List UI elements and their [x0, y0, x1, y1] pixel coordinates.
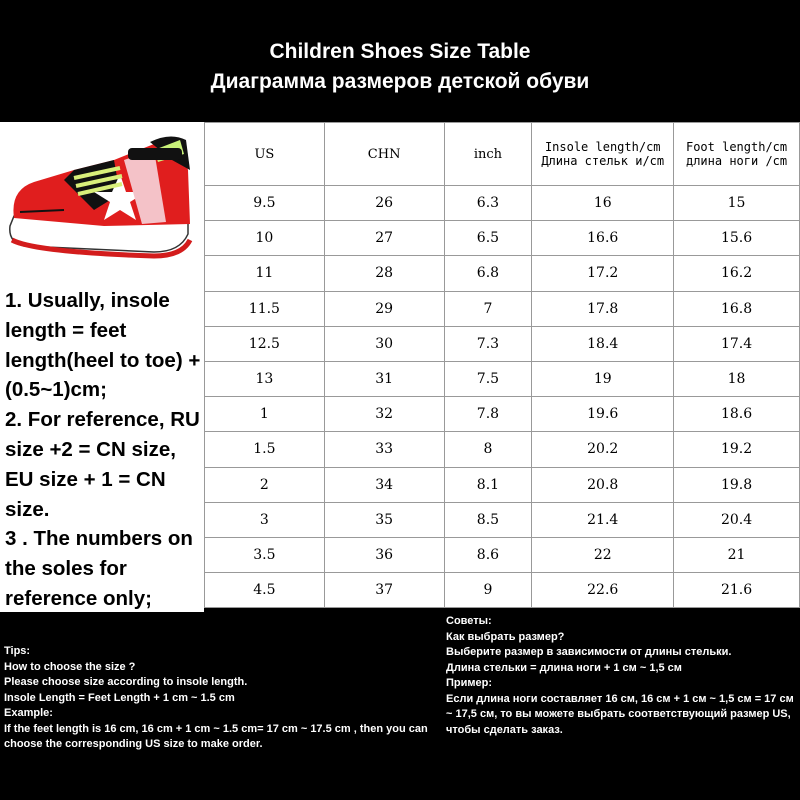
table-cell: 11	[205, 256, 325, 291]
table-cell: 6.8	[444, 256, 532, 291]
table-cell: 19	[532, 361, 674, 396]
table-cell: 7.8	[444, 397, 532, 432]
table-cell: 16.8	[674, 291, 800, 326]
table-body	[205, 186, 800, 608]
table-row	[205, 432, 800, 467]
table-cell: 3.5	[205, 537, 325, 572]
table-cell: 16.6	[532, 221, 674, 256]
table-row	[205, 186, 800, 221]
header-insole-length	[532, 123, 674, 186]
tips-en-line: Insole Length = Feet Length + 1 cm ~ 1.5 cm	[4, 691, 235, 704]
table-cell: 15	[674, 186, 800, 221]
table-row	[205, 467, 800, 502]
table-cell: 26	[324, 186, 444, 221]
table-cell: 8.6	[444, 537, 532, 572]
table-cell: 11.5	[205, 291, 325, 326]
table-row	[205, 537, 800, 572]
header-foot-length	[674, 123, 800, 186]
page-header	[0, 0, 800, 122]
table-cell: 22.6	[532, 573, 674, 608]
tips-en-line: Example:	[4, 707, 53, 719]
table-cell: 18.6	[674, 397, 800, 432]
tips-ru-line: Если длина ноги составляет 16 см, 16 см + 1 см ~ 1,5 см = 17 см ~ 17,5 см, то вы можете выбрать соответствующий размер US, чтобы сделать заказ.	[446, 692, 794, 736]
tips-ru-line: Выберите размер в зависимости от длины стельки.	[446, 646, 732, 658]
table-cell: 19.6	[532, 397, 674, 432]
table-cell: 19.8	[674, 467, 800, 502]
table-cell: 27	[324, 221, 444, 256]
header-chn: CHN	[324, 123, 444, 186]
table-row	[205, 397, 800, 432]
table-header-row	[205, 123, 800, 186]
tips-ru-line: Длина стельки = длина ноги + 1 см ~ 1,5 см	[446, 661, 682, 674]
table-cell: 3	[205, 502, 325, 537]
table-cell: 2	[205, 467, 325, 502]
table-cell: 37	[324, 573, 444, 608]
header-foot-en: Foot length/cm	[685, 140, 788, 154]
table-cell: 17.8	[532, 291, 674, 326]
table-cell: 35	[324, 502, 444, 537]
table-cell: 17.2	[532, 256, 674, 291]
tips-en-line: Please choose size according to insole length.	[4, 676, 248, 688]
table-row	[205, 573, 800, 608]
table-row	[205, 361, 800, 396]
table-cell: 29	[324, 291, 444, 326]
table-cell: 21	[674, 537, 800, 572]
table-cell: 33	[324, 432, 444, 467]
table-row	[205, 291, 800, 326]
table-cell: 30	[324, 326, 444, 361]
size-table	[204, 122, 800, 608]
table-cell: 6.5	[444, 221, 532, 256]
table-cell: 28	[324, 256, 444, 291]
shoe-image	[4, 130, 200, 260]
table-cell: 8.1	[444, 467, 532, 502]
tips-russian	[446, 614, 798, 738]
table-cell: 12.5	[205, 326, 325, 361]
tips-en-line: If the feet length is 16 cm, 16 cm + 1 cm ~ 1.5 cm= 17 cm ~ 17.5 cm , then you can choose the corresponding US size to make order.	[4, 722, 428, 750]
title-english: Children Shoes Size Table	[269, 40, 531, 63]
table-cell: 8.5	[444, 502, 532, 537]
table-row	[205, 256, 800, 291]
table-cell: 9.5	[205, 186, 325, 221]
table-row	[205, 221, 800, 256]
table-cell: 7	[444, 291, 532, 326]
table-cell: 34	[324, 467, 444, 502]
tips-ru-line: Как выбрать размер?	[446, 630, 565, 643]
table-cell: 1.5	[205, 432, 325, 467]
table-cell: 15.6	[674, 221, 800, 256]
tips-en-line: Tips:	[4, 645, 31, 657]
table-row	[205, 502, 800, 537]
header-inch: inch	[444, 123, 532, 186]
tips-english	[4, 644, 440, 753]
table-cell: 10	[205, 221, 325, 256]
table-cell: 8	[444, 432, 532, 467]
table-cell: 9	[444, 573, 532, 608]
table-cell: 31	[324, 361, 444, 396]
table-cell: 18	[674, 361, 800, 396]
table-cell: 1	[205, 397, 325, 432]
table-cell: 4.5	[205, 573, 325, 608]
table-cell: 7.5	[444, 361, 532, 396]
table-cell: 13	[205, 361, 325, 396]
header-us: US	[205, 123, 325, 186]
table-cell: 20.2	[532, 432, 674, 467]
table-cell: 20.4	[674, 502, 800, 537]
tips-ru-line: Пример:	[446, 677, 493, 689]
table-cell: 36	[324, 537, 444, 572]
table-cell: 16.2	[674, 256, 800, 291]
tips-ru-line: Советы:	[446, 615, 492, 627]
title-russian: Диаграмма размеров детской обуви	[210, 70, 590, 93]
table-cell: 18.4	[532, 326, 674, 361]
left-panel	[0, 122, 204, 612]
table-cell: 7.3	[444, 326, 532, 361]
table-cell: 21.4	[532, 502, 674, 537]
table-cell: 32	[324, 397, 444, 432]
tips-en-line: How to choose the size ?	[4, 660, 136, 673]
size-notes: 1. Usually, insole length = feet length(heel to toe) + (0.5~1)cm; 2. For reference, RU size +2 = CN size, EU size + 1 = CN size. 3 . The numbers on the soles for reference only;	[5, 289, 201, 610]
table-cell: 17.4	[674, 326, 800, 361]
table-cell: 19.2	[674, 432, 800, 467]
table-cell: 21.6	[674, 573, 800, 608]
header-insole-ru: Длина стельк и/cm	[541, 154, 665, 168]
header-foot-ru: длина ноги /cm	[685, 154, 788, 168]
header-insole-en: Insole length/cm	[544, 140, 661, 154]
table-cell: 22	[532, 537, 674, 572]
table-row	[205, 326, 800, 361]
table-cell: 6.3	[444, 186, 532, 221]
table-cell: 20.8	[532, 467, 674, 502]
table-cell: 16	[532, 186, 674, 221]
